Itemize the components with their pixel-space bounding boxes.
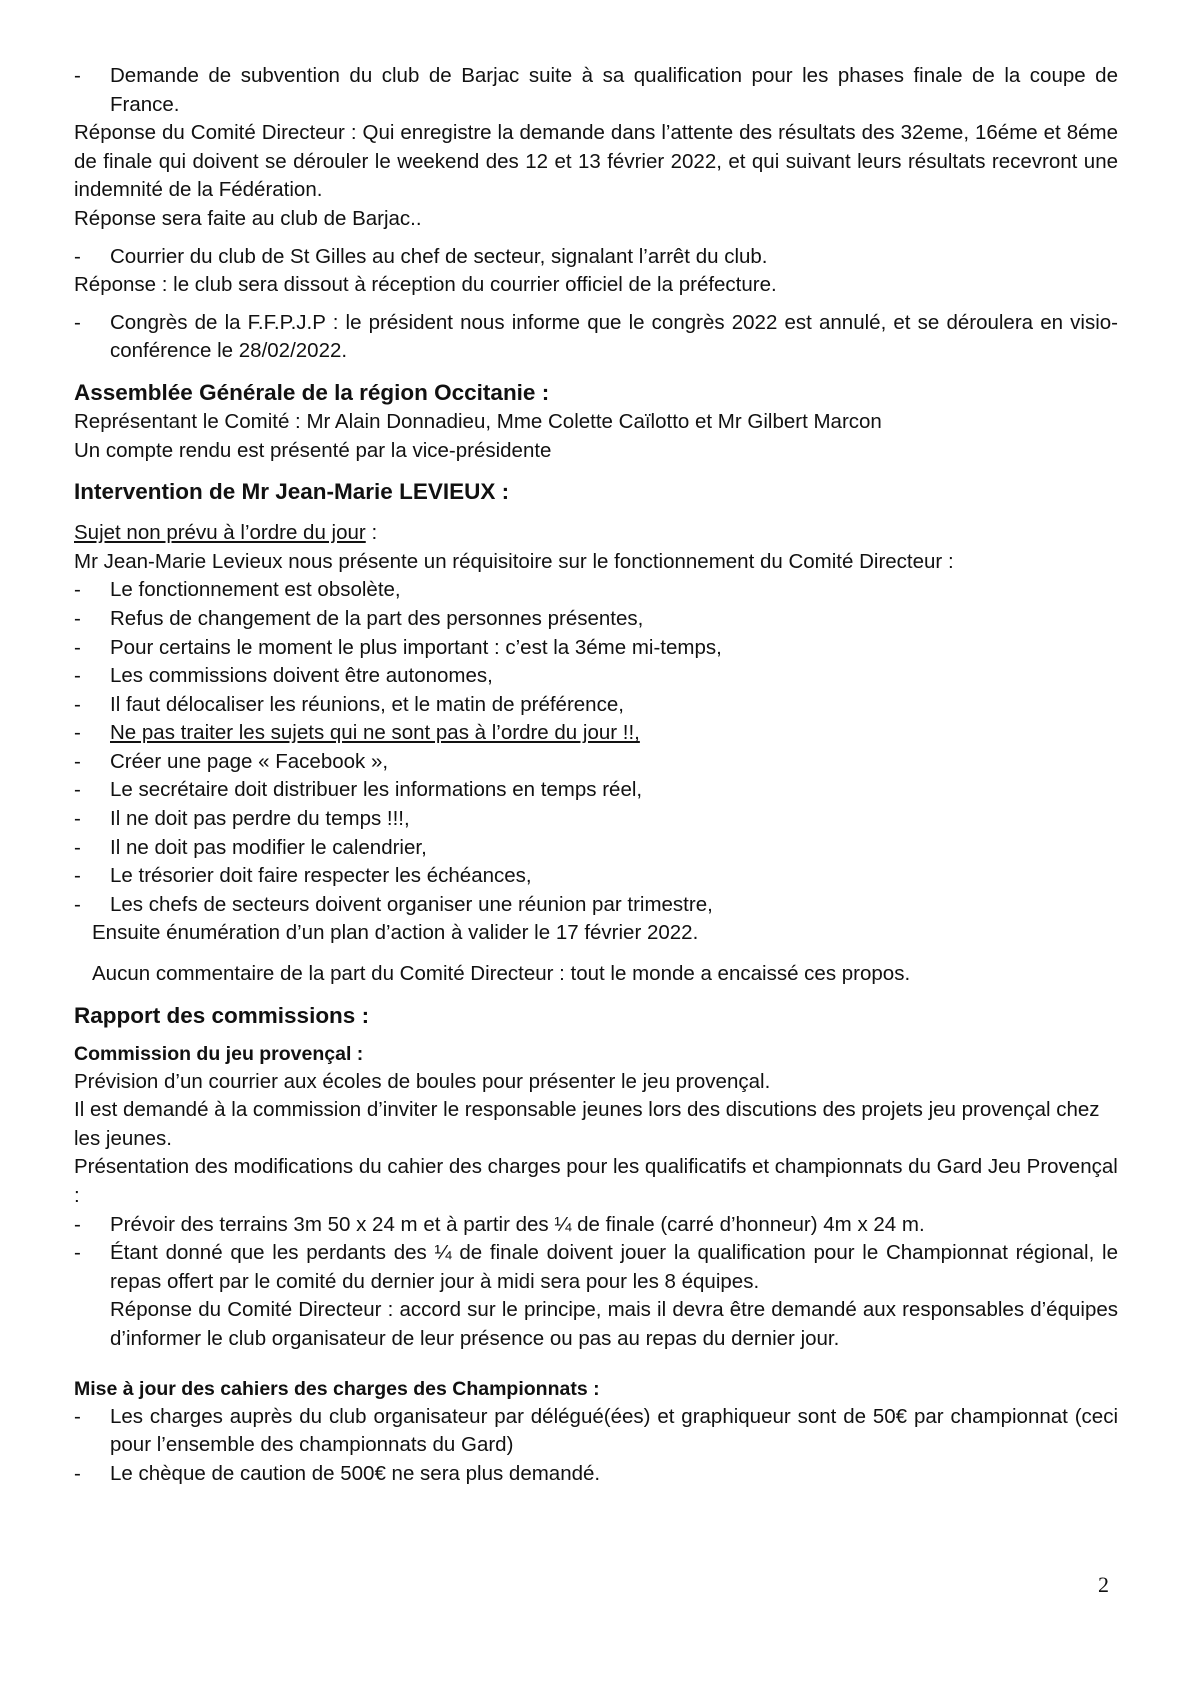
list-item-text: Le chèque de caution de 500€ ne sera plus demandé. [110,1461,601,1485]
cjp-paragraph: Il est demandé à la commission d’inviter le responsable jeunes lors des discutions des projets jeu provençal chez les jeunes. [74,1098,1100,1150]
ag-representatives: Représentant le Comité : Mr Alain Donnadieu, Mme Colette Caïlotto et Mr Gilbert Marcon [74,409,882,433]
cjp-paragraph: Prévision d’un courrier aux écoles de boules pour présenter le jeu provençal. [74,1069,771,1093]
list-item [74,748,1118,777]
list-item [74,662,1118,691]
bullet-dash: - [74,807,81,831]
list-item [74,1460,1118,1489]
bullet-dash: - [74,664,81,688]
list-item [74,776,1118,805]
bullet-dash: - [74,835,81,859]
st-gilles-letter: Courrier du club de St Gilles au chef de secteur, signalant l’arrêt du club. [110,244,768,268]
list-item-text: Il faut délocaliser les réunions, et le matin de préférence, [110,692,624,716]
bullet-dash: - [74,310,81,334]
list-item-text: Les chefs de secteurs doivent organiser une réunion par trimestre, [110,892,713,916]
intervention-list [74,576,1118,919]
list-item [74,719,1118,748]
ag-heading: Assemblée Générale de la région Occitanie : [74,379,550,405]
list-item [74,1239,1118,1353]
list-item [74,309,1118,366]
intervention-subject-colon: : [365,521,378,545]
rapport-heading: Rapport des commissions : [74,1002,370,1028]
list-item-text [110,1239,1118,1353]
committee-reply-note: Réponse sera faite au club de Barjac.. [74,206,422,230]
document-page [74,62,1118,1488]
list-item [74,834,1118,863]
st-gilles-reply: Réponse : le club sera dissout à réception du courrier officiel de la préfecture. [74,273,777,297]
list-item-text: Créer une page « Facebook », [110,749,389,773]
cjp-item2-reply: Réponse du Comité Directeur : accord sur le principe, mais il devra être demandé aux responsables d’équipes d’informer le club organisateur de leur présence ou pas au repas du dernier jour. [110,1298,1118,1350]
bullet-dash: - [74,606,81,630]
bullet-dash: - [74,892,81,916]
list-item [74,1211,1118,1240]
bullet-dash: - [74,749,81,773]
bullet-dash: - [74,578,81,602]
list-item-text: Refus de changement de la part des personnes présentes, [110,606,644,630]
list-item-text: Le fonctionnement est obsolète, [110,578,401,602]
championship-specs-heading: Mise à jour des cahiers des charges des Championnats : [74,1377,600,1400]
list-item-text: Il ne doit pas perdre du temps !!!, [110,807,410,831]
intervention-subject-line [74,519,1118,548]
list-item-text: Prévoir des terrains 3m 50 x 24 m et à partir des ¼ de finale (carré d’honneur) 4m x 24 m. [110,1212,925,1236]
list-item-text: Les charges auprès du club organisateur par délégué(ées) et graphiqueur sont de 50€ par championnat (ceci pour l’ensemble des championnats du Gard) [110,1404,1118,1457]
list-item-text: Les commissions doivent être autonomes, [110,664,493,688]
committee-reply: Réponse du Comité Directeur : Qui enregistre la demande dans l’attente des résultats des 32eme, 16éme et 8éme de finale qui doivent se dérouler le weekend des 12 et 13 février 2022, et qui suivant leurs résultats recevront une indemnité de la Fédération. [74,121,1118,202]
bullet-dash: - [74,64,81,87]
list-item [74,862,1118,891]
list-item [74,243,1118,272]
cjp-item2-text: Étant donné que les perdants des ¼ de finale doivent jouer la qualification pour le Championnat régional, le repas offert par le comité du dernier jour à midi sera pour les 8 équipes. [110,1241,1118,1293]
list-item [74,1403,1118,1460]
list-item-text: Pour certains le moment le plus important : c’est la 3éme mi-temps, [110,635,722,659]
list-item [74,576,1118,605]
list-item-text: Le trésorier doit faire respecter les échéances, [110,864,532,888]
intervention-heading: Intervention de Mr Jean-Marie LEVIEUX : [74,479,510,505]
list-item [74,805,1118,834]
list-item [74,691,1118,720]
bullet-dash: - [74,244,81,268]
list-item [74,605,1118,634]
bullet-dash: - [74,1404,81,1428]
commission-jeu-provencal-heading: Commission du jeu provençal : [74,1042,364,1065]
list-item-text: Le secrétaire doit distribuer les informations en temps réel, [110,778,643,802]
list-item [74,62,1118,119]
list-item-text: Il ne doit pas modifier le calendrier, [110,835,427,859]
list-item-text-underlined: Ne pas traiter les sujets qui ne sont pas à l’ordre du jour !!, [110,721,640,745]
ffpjp-congress: Congrès de la F.F.P.J.P : le président nous informe que le congrès 2022 est annulé, et se déroulera en visio-conférence le 28/02/2022. [110,310,1118,363]
page-number: 2 [1098,1572,1109,1597]
bullet-dash: - [74,1461,81,1485]
bullet-dash: - [74,1212,81,1236]
subsidy-request: Demande de subvention du club de Barjac suite à sa qualification pour les phases finale de la coupe de France. [110,64,1118,116]
list-item [74,634,1118,663]
bullet-dash: - [74,864,81,888]
committee-comment: Aucun commentaire de la part du Comité Directeur : tout le monde a encaissé ces propos. [92,962,911,986]
bullet-dash: - [74,1241,81,1265]
intervention-intro: Mr Jean-Marie Levieux nous présente un réquisitoire sur le fonctionnement du Comité Directeur : [74,549,954,573]
bullet-dash: - [74,692,81,716]
bullet-dash: - [74,778,81,802]
bullet-dash: - [74,635,81,659]
action-plan: Ensuite énumération d’un plan d’action à valider le 17 février 2022. [92,921,699,945]
list-item [74,891,1118,920]
ag-report: Un compte rendu est présenté par la vice-présidente [74,438,552,462]
intervention-subject: Sujet non prévu à l’ordre du jour [74,521,366,545]
cjp-paragraph: Présentation des modifications du cahier des charges pour les qualificatifs et championnats du Gard Jeu Provençal : [74,1155,1118,1207]
bullet-dash: - [74,721,81,745]
